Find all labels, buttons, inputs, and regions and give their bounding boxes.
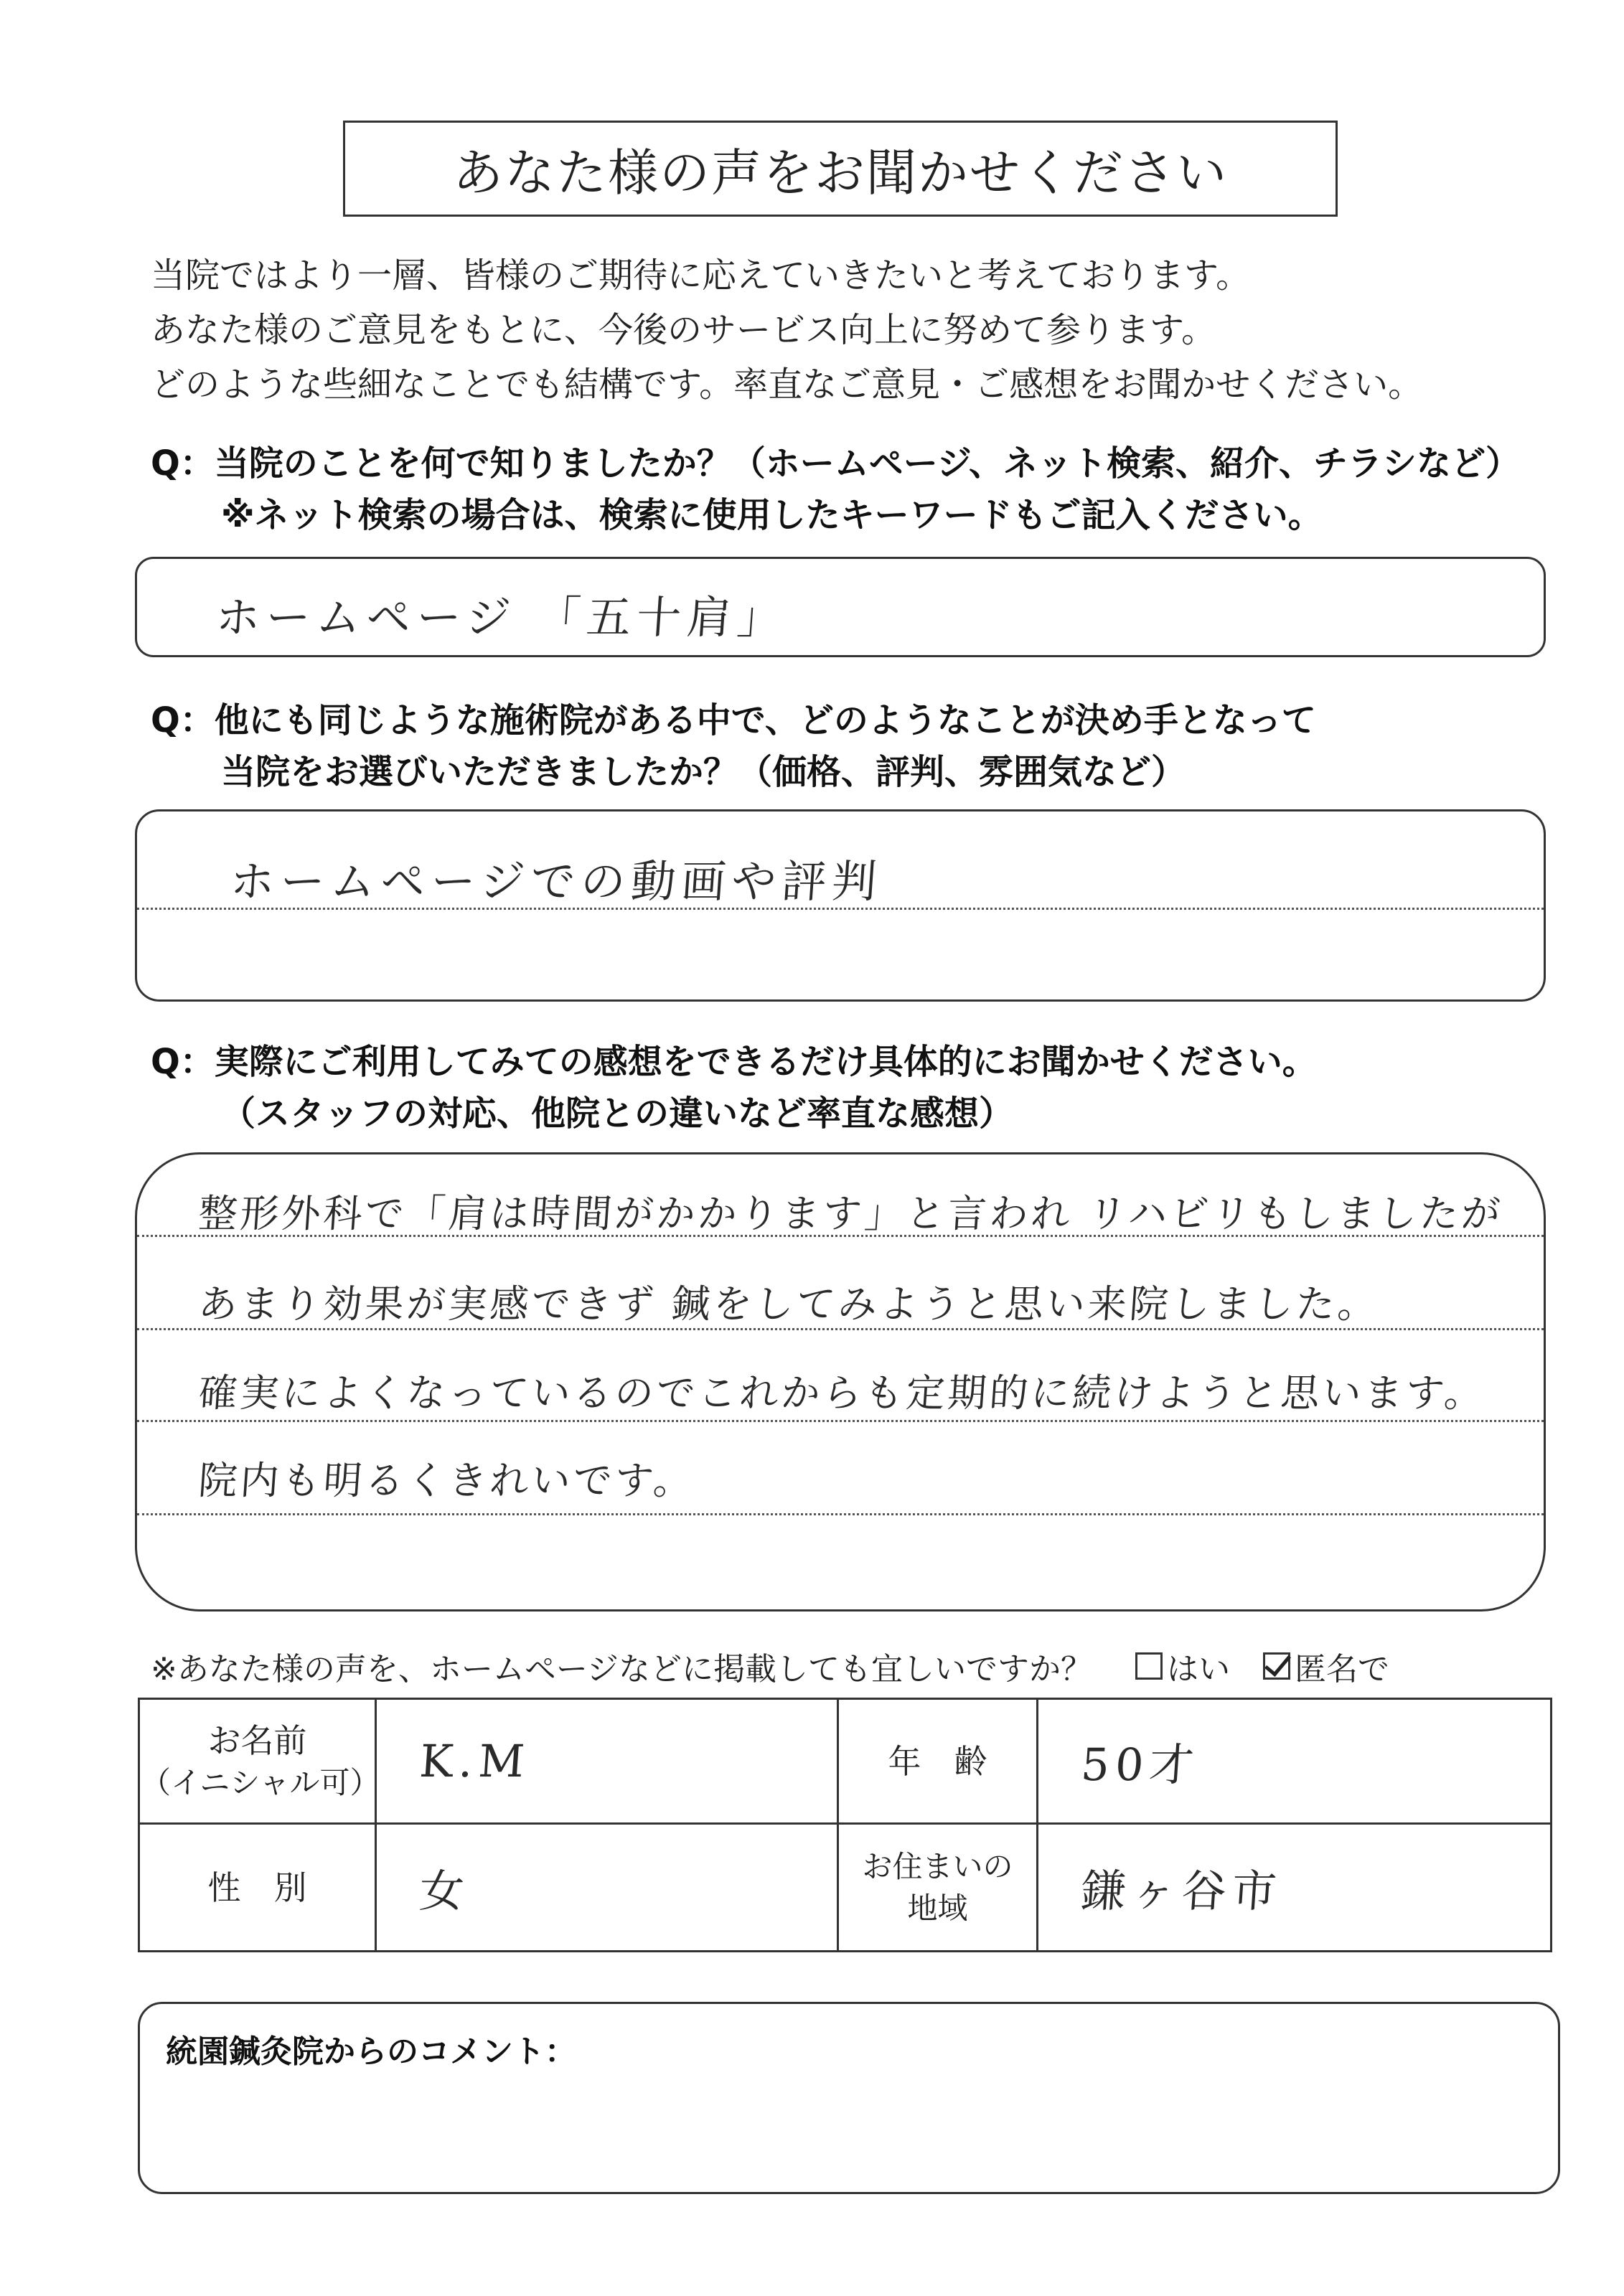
question-3-line-2: （スタッフの対応、他院との違いなど率直な感想） [221, 1093, 1014, 1134]
area-value-cell[interactable] [1038, 1824, 1552, 1952]
clinic-comment-label: 統園鍼灸院からのコメント： [166, 2033, 576, 2070]
gender-value: 女 [418, 1865, 472, 1917]
ruled-line [137, 908, 1544, 910]
consent-yes-label: はい [1166, 1651, 1230, 1688]
answer-1-box[interactable] [135, 557, 1546, 657]
question-1-line-1: Q：当院のことを何で知りましたか？（ホームページ、ネット検索、紹介、チラシなど） [151, 443, 1521, 484]
gender-label-cell [139, 1824, 376, 1952]
answer-2-box[interactable] [135, 809, 1546, 1002]
checkbox-yes[interactable] [1135, 1652, 1163, 1680]
question-2 [151, 695, 1316, 798]
page-title: あなた様の声をお聞かせください [343, 121, 1338, 217]
name-label-note: （イニシャル可） [141, 1764, 380, 1800]
consent-question: ※あなた様の声を、ホームページなどに掲載しても宜しいですか？ [151, 1651, 1092, 1688]
gender-value-cell[interactable] [376, 1824, 838, 1952]
publish-consent [151, 1643, 1389, 1689]
clinic-comment-box[interactable] [138, 2002, 1560, 2194]
question-2-line-2: 当院をお選びいただきましたか？（価格、評判、雰囲気など） [221, 752, 1186, 792]
answer-2-text: ホームページでの動画や評判 [228, 855, 884, 908]
intro-line: どのような些細なことでも結構です。率直なご意見・ご感想をお聞かせください。 [151, 364, 1423, 405]
answer-3-line: あまり効果が実感できず 鍼をしてみようと思い来院しました。 [197, 1281, 1381, 1327]
name-value-cell[interactable] [376, 1699, 838, 1824]
name-value: K.M [418, 1735, 532, 1787]
area-value: 鎌ヶ谷市 [1079, 1865, 1285, 1917]
area-label: お住まいの [862, 1848, 1013, 1884]
question-1 [151, 438, 1520, 541]
question-3 [151, 1036, 1317, 1139]
answer-3-line: 院内も明るくきれいです。 [197, 1458, 697, 1503]
intro-line: 当院ではより一層、皆様のご期待に応えていきたいと考えております。 [151, 255, 1251, 296]
gender-label: 性 別 [207, 1868, 307, 1907]
area-label-2: 地域 [907, 1890, 968, 1926]
question-3-line-1: Q：実際にご利用してみての感想をできるだけ具体的にお聞かせください。 [151, 1042, 1317, 1082]
name-label: お名前 [207, 1721, 307, 1760]
ruled-line [137, 1513, 1544, 1515]
ruled-line [137, 1235, 1544, 1237]
intro-line: あなた様のご意見をもとに、今後のサービス向上に努めて参ります。 [151, 310, 1216, 350]
age-label: 年 齢 [888, 1741, 987, 1781]
intro-text [151, 248, 1572, 412]
age-label-cell [838, 1699, 1038, 1824]
age-value-cell[interactable] [1038, 1699, 1552, 1824]
consent-anonymous-label: 匿名で [1294, 1651, 1389, 1688]
name-label-cell [139, 1699, 380, 1824]
checkbox-anonymous[interactable] [1263, 1652, 1290, 1680]
age-value: 50才 [1079, 1739, 1202, 1791]
ruled-line [137, 1328, 1544, 1330]
question-1-line-2: ※ネット検索の場合は、検索に使用したキーワードもご記入ください。 [221, 495, 1323, 535]
answer-1-text: ホームページ 「五十肩」 [214, 591, 789, 644]
personal-info-table [138, 1698, 1552, 1952]
answer-3-line: 整形外科で「肩は時間がかかります」と言われ リハビリもしましたが [197, 1191, 1505, 1236]
answer-3-line: 確実によくなっているのでこれからも定期的に続けようと思います。 [197, 1370, 1488, 1416]
ruled-line [137, 1420, 1544, 1422]
area-label-cell [838, 1824, 1038, 1952]
question-2-line-1: Q：他にも同じような施術院がある中で、どのようなことが決め手となって [151, 700, 1316, 740]
answer-3-box[interactable] [135, 1152, 1546, 1612]
